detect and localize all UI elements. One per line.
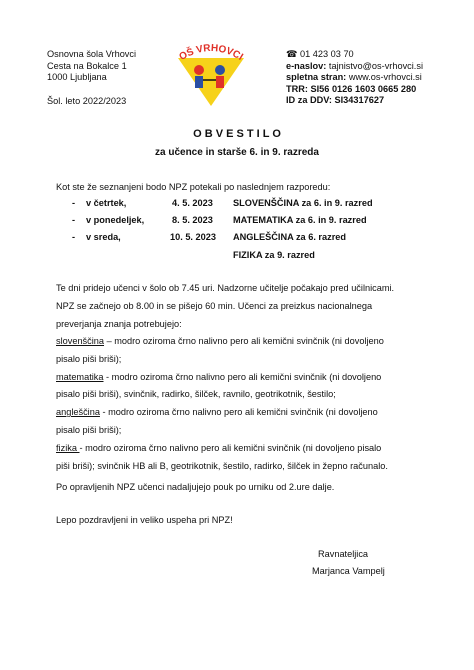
schedule-date: 8. 5. 2023 [172, 215, 213, 225]
phone-number: 01 423 03 70 [300, 49, 354, 59]
signature-name: Marjanca Vampelj [312, 566, 385, 576]
schedule-subject: SLOVENŠČINA za 6. in 9. razred [233, 198, 373, 208]
subject-desc-cont: pisalo piši briši); [56, 424, 122, 435]
web-line [286, 72, 423, 84]
logo-figure-body [216, 76, 224, 88]
subject-desc: - modro oziroma črno nalivno pero ali kemični svinčnik (ni dovoljeno pisalo [79, 442, 382, 453]
schedule-day: v ponedeljek, [86, 215, 145, 225]
info-paragraph [56, 279, 394, 333]
schedule-date: 10. 5. 2023 [170, 232, 216, 242]
intro-text: Kot ste že seznanjeni bodo NPZ potekali po naslednjem razporedu: [56, 182, 331, 192]
email-value[interactable]: tajnistvo@os-vrhovci.si [328, 60, 423, 71]
page-title: O B V E S T I L O [193, 128, 281, 140]
subject-name: angleščina [56, 407, 100, 418]
schedule-subject: MATEMATIKA za 6. in 9. razred [233, 215, 367, 225]
web-label: spletna stran: [286, 72, 347, 82]
subject-name: slovenščina [56, 336, 105, 346]
logo-figure-head [194, 65, 204, 75]
email-line [286, 61, 423, 73]
school-logo [172, 36, 250, 108]
subject-item [56, 333, 388, 351]
logo-figure-body [195, 76, 203, 88]
ddv-line: ID za DDV: SI34317627 [286, 95, 385, 105]
closing-line: Lepo pozdravljeni in veliko uspeha pri NPZ! [56, 515, 233, 525]
subject-name: matematika [56, 371, 104, 382]
subject-desc: - modro oziroma črno nalivno pero ali kemični svinčnik (ni dovoljeno [103, 371, 382, 382]
trr-line: TRR: SI56 0126 1603 0665 280 [286, 83, 417, 94]
schedule-day: v sreda, [86, 232, 121, 242]
info-line: NPZ se začnejo ob 8.00 in se pišejo 60 min. Učenci za preizkus nacionalnega [56, 301, 373, 311]
web-value[interactable]: www.os-vrhovci.si [348, 72, 422, 82]
page-subtitle: za učence in starše 6. in 9. razreda [155, 147, 319, 158]
after-exam-note: Po opravljenih NPZ učenci nadaljujejo pouk po urniku od 2.ure dalje. [56, 482, 335, 492]
phone-icon: ☎ [286, 49, 298, 59]
school-street: Cesta na Bokalce 1 [47, 60, 127, 71]
info-line: Te dni pridejo učenci v šolo ob 7.45 uri. Nadzorne učitelje počakajo pred učilnicami. [56, 283, 395, 293]
logo-text: OŠ VRHOVCI [177, 42, 245, 63]
logo-figure-head [215, 65, 225, 75]
subject-item [56, 440, 388, 458]
schedule-subject: ANGLEŠČINA za 6. razred [233, 232, 346, 242]
info-line: preverjanja znanja potrebujejo: [56, 319, 182, 329]
subject-desc-cont: piši briši); svinčnik HB ali B, geotrikotnik, šestilo, radirko, šilček in žepno računalo. [56, 460, 388, 471]
schedule-subject-extra: FIZIKA za 9. razred [233, 250, 315, 260]
school-name: Osnovna šola Vrhovci [47, 49, 137, 59]
subject-desc: - modro oziroma črno nalivno pero ali kemični svinčnik (ni dovoljeno [99, 407, 378, 418]
schedule-date: 4. 5. 2023 [172, 198, 213, 208]
signature-role: Ravnateljica [318, 549, 369, 559]
bullet-dash: - [72, 232, 76, 242]
subject-desc: – modro oziroma črno nalivno pero ali kemični svinčnik (ni dovoljeno [104, 336, 384, 346]
subject-item [56, 369, 388, 387]
subject-item [56, 404, 388, 422]
subject-name: fizika [56, 442, 80, 453]
email-label: e-naslov: [286, 60, 327, 71]
subject-requirements [56, 333, 388, 475]
bullet-dash: - [72, 198, 76, 208]
schedule-day: v četrtek, [86, 198, 127, 208]
bullet-dash: - [72, 215, 76, 225]
school-city: 1000 Ljubljana [47, 72, 107, 82]
school-address [47, 49, 136, 84]
logo-triangle [178, 58, 244, 106]
phone-line [286, 49, 423, 61]
school-year: Šol. leto 2022/2023 [47, 96, 127, 106]
subject-desc-cont: pisalo piši briši); [56, 353, 122, 364]
contact-block [286, 49, 423, 107]
subject-desc-cont: pisalo piši briši), svinčnik, radirko, šilček, ravnilo, geotrikotnik, šestilo; [56, 389, 336, 400]
school-logo-icon [172, 36, 250, 108]
